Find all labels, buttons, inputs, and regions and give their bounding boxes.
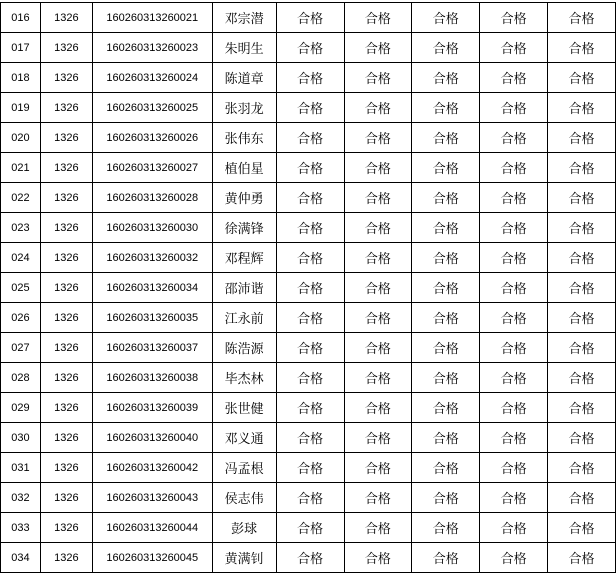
result-cell-3: 合格 xyxy=(412,303,480,333)
result-cell-4: 合格 xyxy=(480,543,548,573)
result-cell-1: 合格 xyxy=(276,333,344,363)
result-cell-2: 合格 xyxy=(344,33,412,63)
result-cell-2: 合格 xyxy=(344,453,412,483)
result-cell-2: 合格 xyxy=(344,333,412,363)
result-cell-2: 合格 xyxy=(344,363,412,393)
result-cell-3: 合格 xyxy=(412,423,480,453)
results-table xyxy=(0,2,616,573)
result-cell-5: 合格 xyxy=(548,243,616,273)
result-cell-3: 合格 xyxy=(412,363,480,393)
result-cell-3: 合格 xyxy=(412,63,480,93)
result-cell-3: 合格 xyxy=(412,543,480,573)
major-code-cell: 1326 xyxy=(40,3,92,33)
result-cell-4: 合格 xyxy=(480,183,548,213)
result-cell-1: 合格 xyxy=(276,243,344,273)
result-cell-4: 合格 xyxy=(480,63,548,93)
result-cell-4: 合格 xyxy=(480,273,548,303)
result-cell-2: 合格 xyxy=(344,3,412,33)
result-cell-1: 合格 xyxy=(276,3,344,33)
result-cell-5: 合格 xyxy=(548,273,616,303)
table-row xyxy=(1,3,616,33)
candidate-id-cell: 160260313260040 xyxy=(92,423,212,453)
result-cell-3: 合格 xyxy=(412,123,480,153)
result-cell-4: 合格 xyxy=(480,93,548,123)
result-cell-5: 合格 xyxy=(548,483,616,513)
candidate-id-cell: 160260313260039 xyxy=(92,393,212,423)
major-code-cell: 1326 xyxy=(40,93,92,123)
table-row xyxy=(1,183,616,213)
candidate-id-cell: 160260313260027 xyxy=(92,153,212,183)
result-cell-1: 合格 xyxy=(276,453,344,483)
major-code-cell: 1326 xyxy=(40,423,92,453)
seq-number-cell: 019 xyxy=(1,93,41,123)
major-code-cell: 1326 xyxy=(40,303,92,333)
candidate-id-cell: 160260313260021 xyxy=(92,3,212,33)
candidate-id-cell: 160260313260030 xyxy=(92,213,212,243)
result-cell-1: 合格 xyxy=(276,543,344,573)
candidate-name-cell: 江永前 xyxy=(212,303,276,333)
major-code-cell: 1326 xyxy=(40,453,92,483)
major-code-cell: 1326 xyxy=(40,63,92,93)
major-code-cell: 1326 xyxy=(40,513,92,543)
result-cell-4: 合格 xyxy=(480,453,548,483)
candidate-name-cell: 邓程辉 xyxy=(212,243,276,273)
result-cell-5: 合格 xyxy=(548,213,616,243)
table-row xyxy=(1,363,616,393)
candidate-id-cell: 160260313260038 xyxy=(92,363,212,393)
result-cell-4: 合格 xyxy=(480,393,548,423)
candidate-id-cell: 160260313260044 xyxy=(92,513,212,543)
result-cell-2: 合格 xyxy=(344,183,412,213)
result-cell-2: 合格 xyxy=(344,513,412,543)
result-cell-5: 合格 xyxy=(548,63,616,93)
table-row xyxy=(1,33,616,63)
table-row xyxy=(1,303,616,333)
result-cell-4: 合格 xyxy=(480,333,548,363)
result-cell-4: 合格 xyxy=(480,153,548,183)
result-cell-3: 合格 xyxy=(412,183,480,213)
seq-number-cell: 032 xyxy=(1,483,41,513)
major-code-cell: 1326 xyxy=(40,153,92,183)
result-cell-2: 合格 xyxy=(344,243,412,273)
major-code-cell: 1326 xyxy=(40,183,92,213)
candidate-name-cell: 张羽龙 xyxy=(212,93,276,123)
table-row xyxy=(1,483,616,513)
result-cell-1: 合格 xyxy=(276,483,344,513)
result-cell-5: 合格 xyxy=(548,93,616,123)
result-cell-1: 合格 xyxy=(276,33,344,63)
result-cell-5: 合格 xyxy=(548,153,616,183)
seq-number-cell: 020 xyxy=(1,123,41,153)
table-row xyxy=(1,453,616,483)
candidate-name-cell: 冯孟根 xyxy=(212,453,276,483)
result-cell-2: 合格 xyxy=(344,153,412,183)
table-row xyxy=(1,393,616,423)
result-cell-4: 合格 xyxy=(480,123,548,153)
result-cell-1: 合格 xyxy=(276,363,344,393)
table-row xyxy=(1,513,616,543)
seq-number-cell: 018 xyxy=(1,63,41,93)
candidate-name-cell: 张世健 xyxy=(212,393,276,423)
seq-number-cell: 017 xyxy=(1,33,41,63)
result-cell-4: 合格 xyxy=(480,243,548,273)
major-code-cell: 1326 xyxy=(40,243,92,273)
candidate-id-cell: 160260313260028 xyxy=(92,183,212,213)
result-cell-3: 合格 xyxy=(412,243,480,273)
candidate-id-cell: 160260313260023 xyxy=(92,33,212,63)
result-cell-2: 合格 xyxy=(344,543,412,573)
result-cell-1: 合格 xyxy=(276,273,344,303)
table-body xyxy=(1,3,616,573)
result-cell-4: 合格 xyxy=(480,3,548,33)
candidate-name-cell: 邓义通 xyxy=(212,423,276,453)
major-code-cell: 1326 xyxy=(40,483,92,513)
result-cell-1: 合格 xyxy=(276,423,344,453)
result-cell-2: 合格 xyxy=(344,393,412,423)
result-cell-3: 合格 xyxy=(412,33,480,63)
result-cell-5: 合格 xyxy=(548,513,616,543)
table-row xyxy=(1,153,616,183)
candidate-id-cell: 160260313260032 xyxy=(92,243,212,273)
result-cell-3: 合格 xyxy=(412,453,480,483)
major-code-cell: 1326 xyxy=(40,393,92,423)
result-cell-1: 合格 xyxy=(276,63,344,93)
result-cell-5: 合格 xyxy=(548,333,616,363)
candidate-id-cell: 160260313260045 xyxy=(92,543,212,573)
candidate-name-cell: 彭球 xyxy=(212,513,276,543)
result-cell-2: 合格 xyxy=(344,303,412,333)
result-cell-2: 合格 xyxy=(344,213,412,243)
candidate-name-cell: 徐满锋 xyxy=(212,213,276,243)
seq-number-cell: 028 xyxy=(1,363,41,393)
result-cell-1: 合格 xyxy=(276,93,344,123)
seq-number-cell: 021 xyxy=(1,153,41,183)
result-cell-2: 合格 xyxy=(344,123,412,153)
seq-number-cell: 027 xyxy=(1,333,41,363)
result-cell-5: 合格 xyxy=(548,3,616,33)
result-cell-5: 合格 xyxy=(548,183,616,213)
result-cell-4: 合格 xyxy=(480,303,548,333)
table-row xyxy=(1,123,616,153)
seq-number-cell: 022 xyxy=(1,183,41,213)
candidate-id-cell: 160260313260035 xyxy=(92,303,212,333)
result-cell-1: 合格 xyxy=(276,393,344,423)
result-cell-1: 合格 xyxy=(276,183,344,213)
table-row xyxy=(1,213,616,243)
table-row xyxy=(1,423,616,453)
major-code-cell: 1326 xyxy=(40,363,92,393)
result-cell-3: 合格 xyxy=(412,333,480,363)
result-cell-3: 合格 xyxy=(412,3,480,33)
major-code-cell: 1326 xyxy=(40,33,92,63)
result-cell-3: 合格 xyxy=(412,273,480,303)
result-cell-3: 合格 xyxy=(412,213,480,243)
table-row xyxy=(1,543,616,573)
candidate-name-cell: 张伟东 xyxy=(212,123,276,153)
result-cell-4: 合格 xyxy=(480,483,548,513)
candidate-name-cell: 陈浩源 xyxy=(212,333,276,363)
candidate-id-cell: 160260313260025 xyxy=(92,93,212,123)
result-cell-5: 合格 xyxy=(548,303,616,333)
seq-number-cell: 031 xyxy=(1,453,41,483)
result-cell-5: 合格 xyxy=(548,393,616,423)
result-cell-1: 合格 xyxy=(276,153,344,183)
result-cell-3: 合格 xyxy=(412,513,480,543)
candidate-name-cell: 黄仲勇 xyxy=(212,183,276,213)
major-code-cell: 1326 xyxy=(40,333,92,363)
seq-number-cell: 034 xyxy=(1,543,41,573)
candidate-name-cell: 黄满钊 xyxy=(212,543,276,573)
seq-number-cell: 030 xyxy=(1,423,41,453)
result-cell-4: 合格 xyxy=(480,363,548,393)
candidate-name-cell: 邓宗潜 xyxy=(212,3,276,33)
result-cell-3: 合格 xyxy=(412,393,480,423)
candidate-name-cell: 朱明生 xyxy=(212,33,276,63)
table-row xyxy=(1,63,616,93)
candidate-name-cell: 侯志伟 xyxy=(212,483,276,513)
result-cell-4: 合格 xyxy=(480,423,548,453)
major-code-cell: 1326 xyxy=(40,123,92,153)
major-code-cell: 1326 xyxy=(40,213,92,243)
result-cell-3: 合格 xyxy=(412,93,480,123)
result-cell-5: 合格 xyxy=(548,423,616,453)
result-cell-5: 合格 xyxy=(548,363,616,393)
candidate-id-cell: 160260313260034 xyxy=(92,273,212,303)
result-cell-1: 合格 xyxy=(276,513,344,543)
result-cell-2: 合格 xyxy=(344,273,412,303)
result-cell-1: 合格 xyxy=(276,213,344,243)
candidate-name-cell: 植伯星 xyxy=(212,153,276,183)
seq-number-cell: 029 xyxy=(1,393,41,423)
result-cell-5: 合格 xyxy=(548,543,616,573)
seq-number-cell: 016 xyxy=(1,3,41,33)
seq-number-cell: 025 xyxy=(1,273,41,303)
seq-number-cell: 026 xyxy=(1,303,41,333)
major-code-cell: 1326 xyxy=(40,543,92,573)
major-code-cell: 1326 xyxy=(40,273,92,303)
result-cell-4: 合格 xyxy=(480,213,548,243)
candidate-id-cell: 160260313260026 xyxy=(92,123,212,153)
result-cell-1: 合格 xyxy=(276,123,344,153)
table-row xyxy=(1,93,616,123)
result-cell-3: 合格 xyxy=(412,483,480,513)
result-cell-5: 合格 xyxy=(548,453,616,483)
candidate-name-cell: 邵沛谐 xyxy=(212,273,276,303)
seq-number-cell: 024 xyxy=(1,243,41,273)
result-cell-1: 合格 xyxy=(276,303,344,333)
result-cell-4: 合格 xyxy=(480,33,548,63)
candidate-id-cell: 160260313260037 xyxy=(92,333,212,363)
candidate-id-cell: 160260313260043 xyxy=(92,483,212,513)
seq-number-cell: 033 xyxy=(1,513,41,543)
result-cell-4: 合格 xyxy=(480,513,548,543)
result-cell-5: 合格 xyxy=(548,123,616,153)
candidate-id-cell: 160260313260024 xyxy=(92,63,212,93)
candidate-name-cell: 毕杰林 xyxy=(212,363,276,393)
seq-number-cell: 023 xyxy=(1,213,41,243)
result-cell-3: 合格 xyxy=(412,153,480,183)
table-row xyxy=(1,243,616,273)
result-cell-2: 合格 xyxy=(344,63,412,93)
result-cell-5: 合格 xyxy=(548,33,616,63)
table-row xyxy=(1,333,616,363)
candidate-name-cell: 陈道章 xyxy=(212,63,276,93)
result-cell-2: 合格 xyxy=(344,483,412,513)
result-cell-2: 合格 xyxy=(344,423,412,453)
candidate-id-cell: 160260313260042 xyxy=(92,453,212,483)
result-cell-2: 合格 xyxy=(344,93,412,123)
table-row xyxy=(1,273,616,303)
